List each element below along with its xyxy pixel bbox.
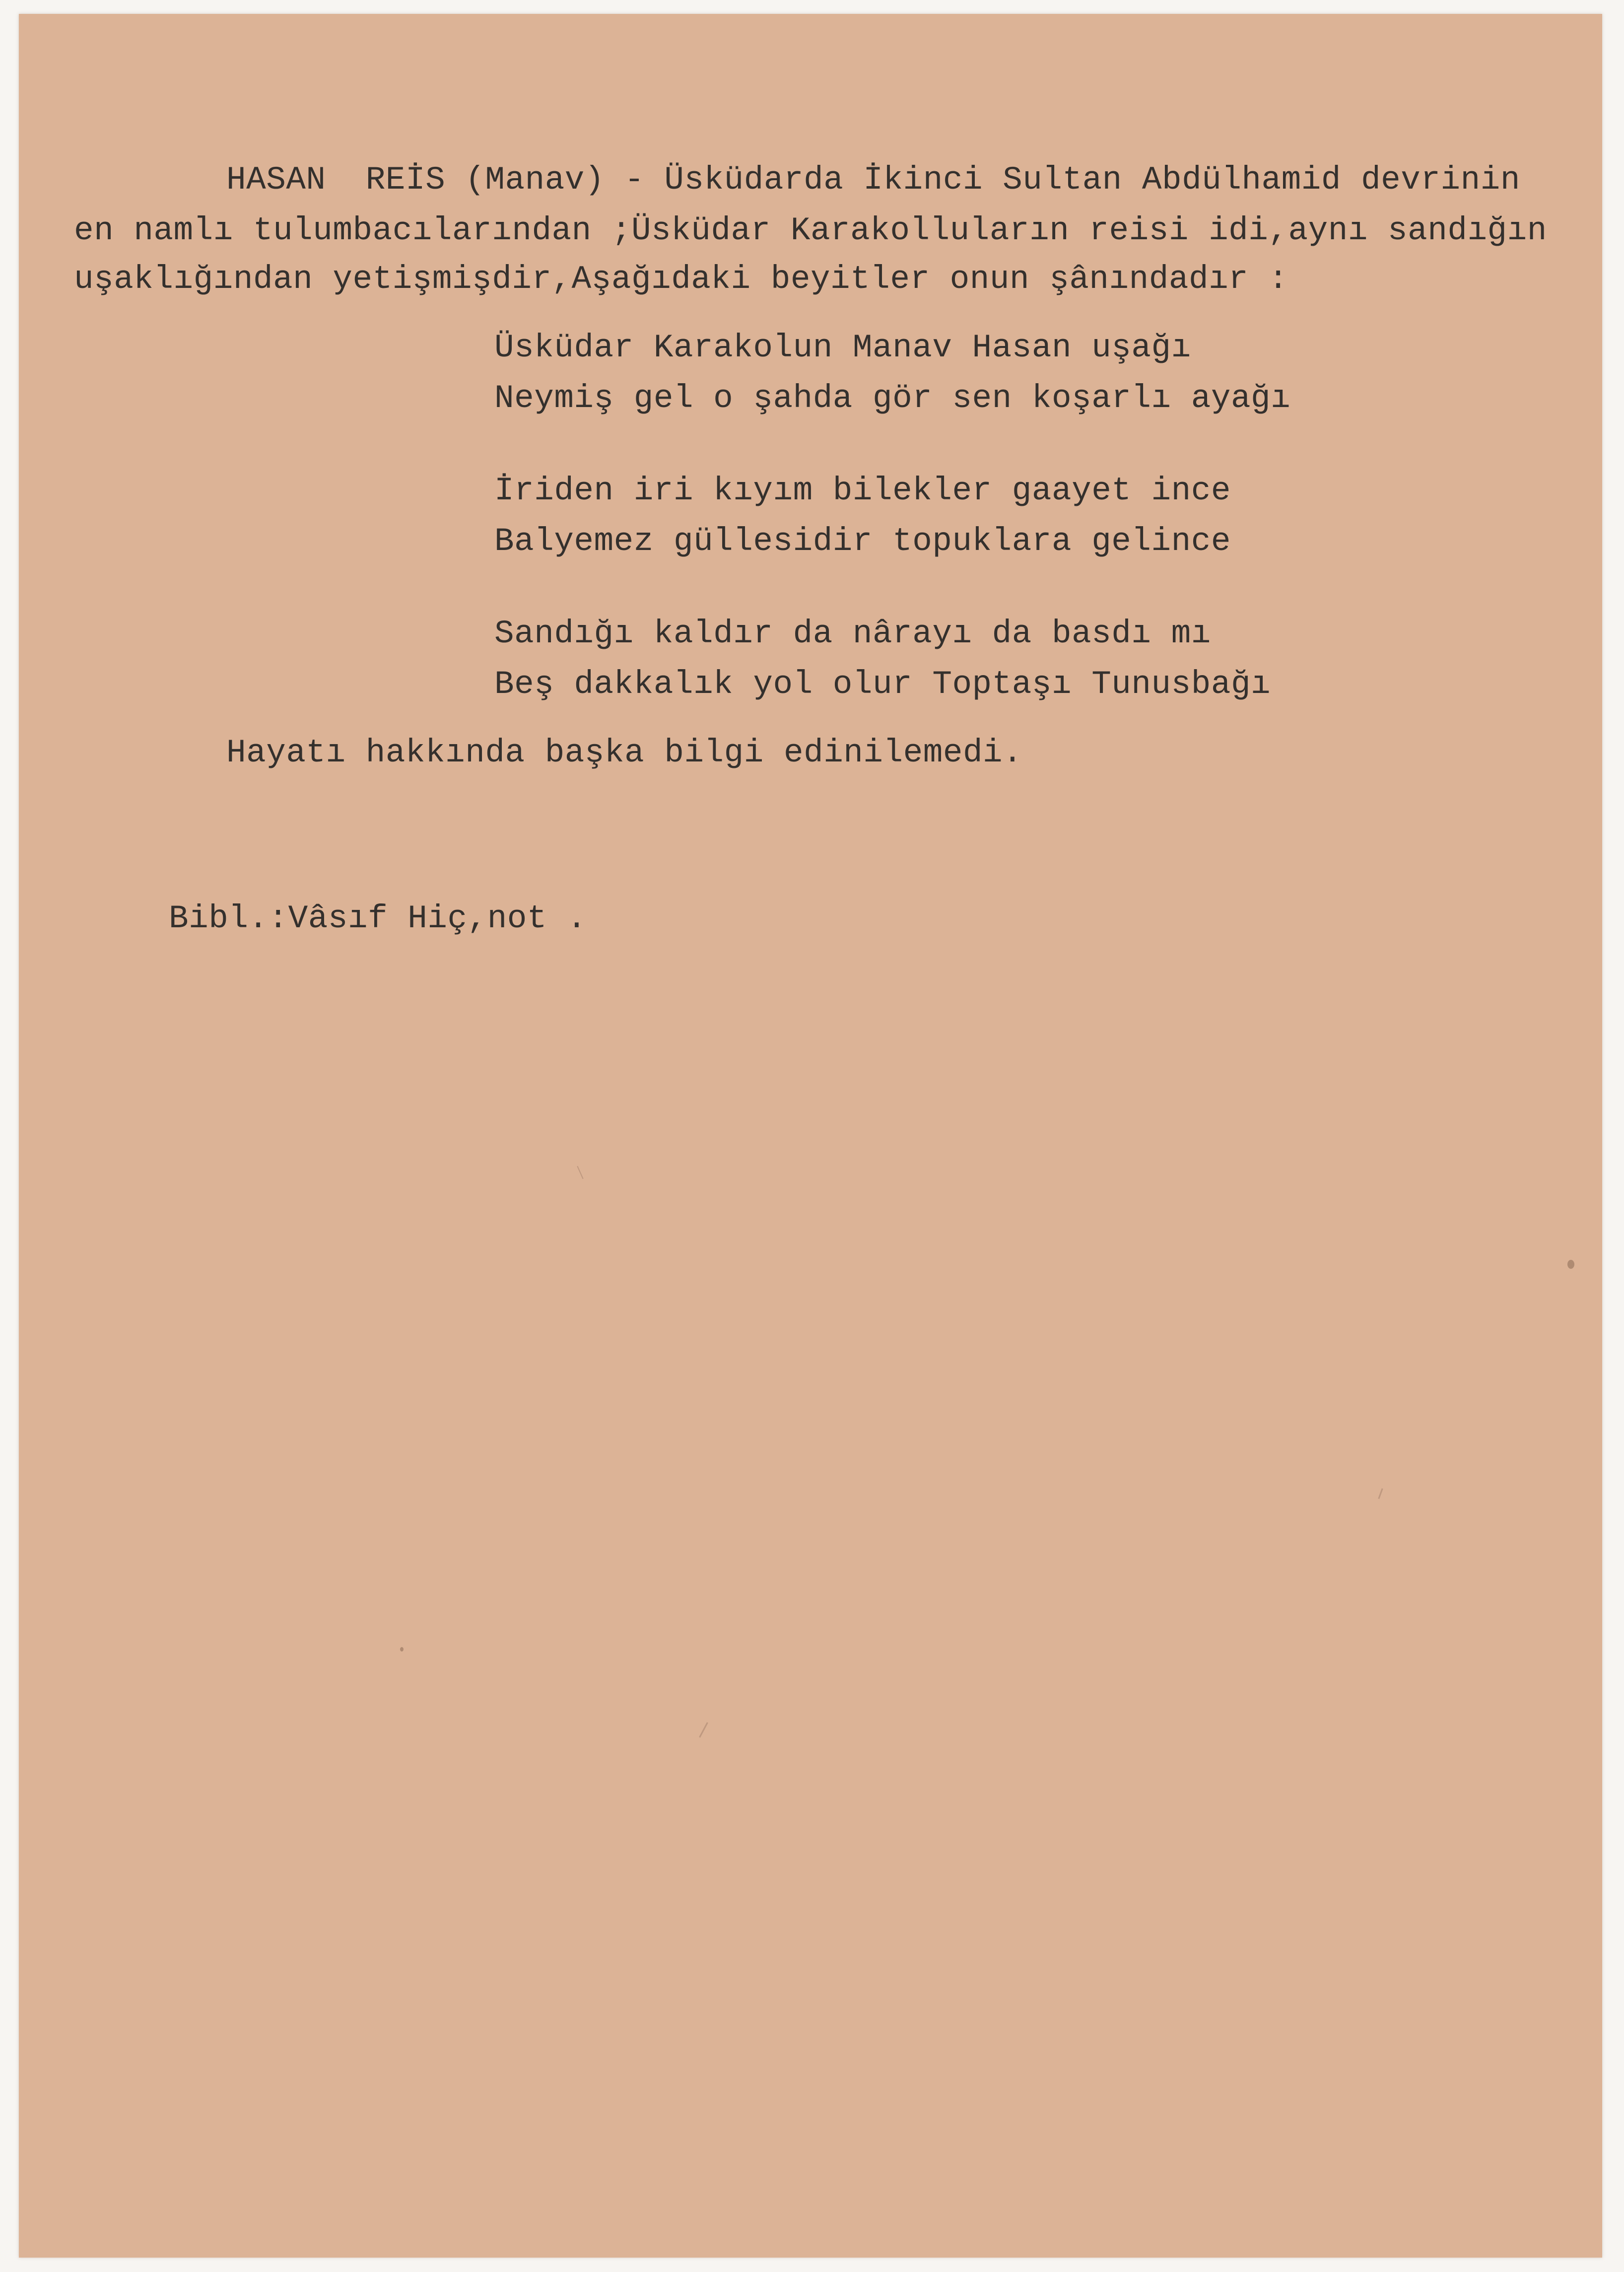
paper-fiber — [577, 1166, 583, 1179]
paper-fiber — [699, 1722, 708, 1737]
verse-line-3: İriden iri kıyım bilekler gaayet ince — [494, 472, 1231, 509]
paper-speck — [1567, 1260, 1574, 1269]
paper-fiber — [1378, 1488, 1383, 1499]
verse-line-1: Üsküdar Karakolun Manav Hasan uşağı — [494, 329, 1191, 366]
verse-line-5: Sandığı kaldır da nârayı da basdı mı — [494, 615, 1211, 652]
verse-line-2: Neymiş gel o şahda gör sen koşarlı ayağı — [494, 380, 1291, 417]
verse-line-4: Balyemez güllesidir topuklara gelince — [494, 523, 1231, 560]
paragraph-line-3: uşaklığından yetişmişdir,Aşağıdaki beyitler onun şânındadır : — [74, 261, 1288, 298]
bibliography-line: Bibl.:Vâsıf Hiç,not . — [169, 900, 587, 937]
typewritten-page — [19, 14, 1602, 2258]
verse-line-6: Beş dakkalık yol olur Toptaşı Tunusbağı — [494, 666, 1271, 703]
paper-speck — [400, 1647, 404, 1652]
paragraph-line-1: HASAN REİS (Manav) - Üsküdarda İkinci Sultan Abdülhamid devrinin — [226, 161, 1520, 199]
paragraph-line-2: en namlı tulumbacılarından ;Üsküdar Karakolluların reisi idi,aynı sandığın — [74, 212, 1547, 249]
closing-line: Hayatı hakkında başka bilgi edinilemedi. — [226, 734, 1023, 771]
